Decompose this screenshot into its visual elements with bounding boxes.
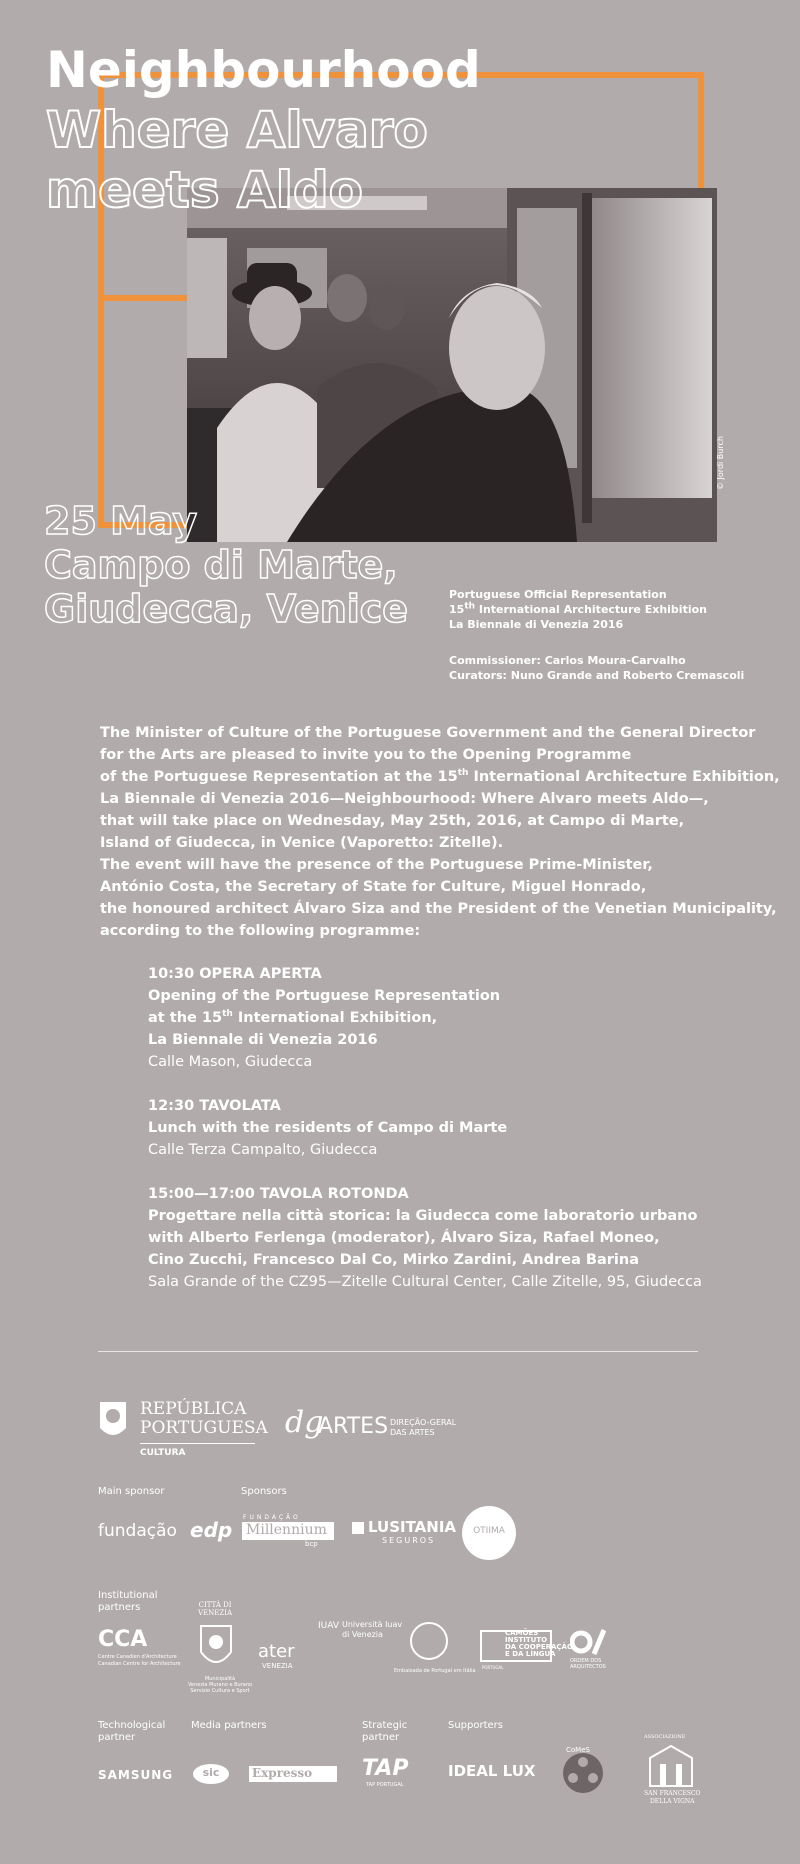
- camoes-logo: [505, 1630, 573, 1658]
- tap-subtitle: TAP PORTUGAL: [366, 1782, 404, 1788]
- lusitania-icon: [352, 1522, 364, 1534]
- republica-culture: CULTURA: [140, 1448, 186, 1458]
- programme-time: 15:00—17:00 TAVOLA ROTONDA: [148, 1186, 409, 1202]
- invitation-line: António Costa, the Secretary of State for Culture, Miguel Honrado,: [100, 879, 647, 895]
- otima-logo: OTIIMA: [473, 1526, 505, 1536]
- programme-line-post: International Exhibition,: [232, 1010, 438, 1026]
- programme-time: 10:30 OPERA APERTA: [148, 966, 322, 982]
- ater-sub: VENEZIA: [262, 1662, 293, 1670]
- sic-logo: sic: [202, 1766, 220, 1779]
- venezia-subtitle-1: Municipalità: [204, 1676, 236, 1682]
- programme-line-pre: at the 15: [148, 1010, 223, 1026]
- dg-subtitle-1: DIREÇÃO-GERAL: [390, 1418, 457, 1427]
- republica-logo: [140, 1400, 268, 1438]
- iuav-line-1: Università Iuav: [342, 1620, 403, 1629]
- event-date: 25 May: [44, 499, 198, 543]
- ater-logo: ater: [258, 1641, 295, 1662]
- assoc-top: ASSOCIAZIONE: [644, 1734, 686, 1740]
- edp-logo: edp: [190, 1518, 233, 1542]
- cca-logo: CCA: [98, 1627, 148, 1652]
- institutional-label-2: partners: [98, 1602, 141, 1613]
- invitation-line: [100, 766, 780, 788]
- iuav-letters: IUAV: [318, 1621, 339, 1631]
- main-sponsor-label: Main sponsor: [98, 1486, 165, 1497]
- representation-line-2-sup: th: [464, 601, 476, 612]
- embassy-seal-icon: [410, 1622, 448, 1660]
- venezia-subtitle-3: Servizio Cultura e Sport: [190, 1688, 250, 1694]
- programme-line: Cino Zucchi, Francesco Dal Co, Mirko Zardini, Andrea Barina: [148, 1252, 639, 1268]
- programme-place: Sala Grande of the CZ95—Zitelle Cultural Center, Calle Zitelle, 95, Giudecca: [148, 1274, 702, 1290]
- event-location-1: Campo di Marte,: [44, 543, 398, 587]
- programme-time: 12:30 TAVOLATA: [148, 1098, 281, 1114]
- programme-line: Opening of the Portuguese Representation: [148, 988, 501, 1004]
- camoes-line-1: CAMÕES: [505, 1629, 539, 1637]
- invitation-line: that will take place on Wednesday, May 25th, 2016, at Campo di Marte,: [100, 813, 685, 829]
- venezia-subtitle-2: Venezia Murano e Burano: [188, 1682, 253, 1688]
- republica-emblem-icon: [98, 1400, 128, 1442]
- millennium-sub: bcp: [305, 1540, 318, 1548]
- sponsors-label: Sponsors: [241, 1486, 287, 1497]
- venezia-crest-icon: [199, 1622, 233, 1672]
- programme-line: Progettare nella città storica: la Giudecca come laboratorio urbano: [148, 1208, 698, 1224]
- assoc-building-icon: [646, 1742, 696, 1788]
- commissioner: Commissioner: Carlos Moura-Carvalho: [449, 654, 686, 667]
- comes-logo: CoMeS: [566, 1746, 590, 1754]
- republica-rule: [140, 1443, 255, 1444]
- artes-logo: ARTES: [318, 1414, 389, 1439]
- credits-info: [449, 653, 744, 683]
- tap-logo: TAP: [362, 1756, 409, 1781]
- venezia-subtitle: [188, 1676, 252, 1694]
- invitation-line: according to the following programme:: [100, 923, 421, 939]
- invitation-line: The Minister of Culture of the Portuguese Government and the General Director: [100, 725, 756, 741]
- assoc-logo: [644, 1790, 700, 1806]
- strategic-label-1: Strategic: [362, 1720, 408, 1731]
- title-line-1: Neighbourhood: [46, 41, 481, 99]
- comes-icon: [560, 1750, 606, 1796]
- republica-line-2: PORTUGUESA: [140, 1418, 268, 1438]
- samsung-logo: SAMSUNG: [98, 1768, 174, 1782]
- photo-credit: © Jordi Burch: [716, 436, 725, 490]
- representation-line-2-post: International Architecture Exhibition: [475, 603, 707, 616]
- curators: Curators: Nuno Grande and Roberto Cremascoli: [449, 669, 745, 682]
- invitation-line-3-sup: th: [457, 768, 469, 779]
- programme-line: [148, 1007, 748, 1029]
- invitation-line: for the Arts are pleased to invite you to the Opening Programme: [100, 747, 632, 763]
- invitation-line-3-pre: of the Portuguese Representation at the 15: [100, 769, 458, 785]
- invitation-line: the honoured architect Álvaro Siza and the President of the Venetian Municipality,: [100, 901, 777, 917]
- lusitania-logo: LUSITANIA: [368, 1518, 457, 1536]
- representation-line-1: Portuguese Official Representation: [449, 588, 667, 601]
- strategic-label-2: partner: [362, 1732, 400, 1743]
- camoes-sub: PORTUGAL: [482, 1665, 504, 1670]
- programme-item-1: [148, 963, 748, 1073]
- ideal-lux-logo: IDEAL LUX: [448, 1762, 536, 1780]
- divider: [98, 1351, 698, 1352]
- dg-subtitle-2: DAS ARTES: [390, 1428, 435, 1437]
- institutional-label-1: Institutional: [98, 1590, 158, 1601]
- photo-illustration: [187, 188, 717, 542]
- representation-line-3: La Biennale di Venezia 2016: [449, 618, 624, 631]
- assoc-line-2: SAN FRANCESCO: [644, 1790, 701, 1797]
- republica-line-1: REPÚBLICA: [140, 1399, 247, 1419]
- camoes-line-2: INSTITUTO: [505, 1636, 548, 1644]
- venezia-top: [198, 1601, 232, 1617]
- representation-line-2-pre: 15: [449, 603, 465, 616]
- assoc-line-3: DELLA VIGNA: [649, 1798, 695, 1805]
- cca-subtitle-1: Centre Canadien d'Architecture: [98, 1654, 177, 1660]
- dg-subtitle: [390, 1418, 456, 1438]
- event-location-2: Giudecca, Venice: [44, 587, 409, 631]
- cca-subtitle: [98, 1654, 181, 1668]
- expresso-logo: Expresso: [252, 1766, 313, 1780]
- event-photo: [187, 188, 717, 542]
- programme-line: La Biennale di Venezia 2016: [148, 1032, 378, 1048]
- programme-item-2: [148, 1095, 748, 1161]
- tech-label-1: Technological: [98, 1720, 166, 1731]
- title-line-2: Where Alvaro: [46, 101, 428, 159]
- camoes-line-3: DA COOPERAÇÃO: [505, 1643, 573, 1651]
- iuav-logo: [342, 1620, 402, 1640]
- programme-item-3: [148, 1183, 748, 1293]
- lusitania-sub: SEGUROS: [382, 1536, 436, 1545]
- camoes-line-4: E DA LÍNGUA: [505, 1650, 556, 1658]
- invitation-text: [100, 722, 780, 942]
- supporters-label: Supporters: [448, 1720, 504, 1731]
- orange-frame-mid: [98, 295, 188, 301]
- media-partners-label: Media partners: [191, 1720, 267, 1731]
- programme-place: Calle Terza Campalto, Giudecca: [148, 1142, 378, 1158]
- invitation-line-3-post: International Architecture Exhibition,: [468, 769, 780, 785]
- iuav-line-2: di Venezia: [342, 1630, 383, 1639]
- oa-logo-icon: [570, 1628, 606, 1656]
- oa-subtitle-2: ARQUITECTOS: [570, 1664, 606, 1670]
- invitation-line: The event will have the presence of the Portuguese Prime-Minister,: [100, 857, 653, 873]
- cca-subtitle-2: Canadian Centre for Architecture: [98, 1661, 181, 1667]
- programme-place: Calle Mason, Giudecca: [148, 1054, 313, 1070]
- strategic-partner-label: [362, 1720, 407, 1744]
- representation-info: [449, 587, 707, 632]
- millennium-top: FUNDAÇÃO: [243, 1514, 301, 1521]
- tech-partner-label: [98, 1720, 165, 1744]
- programme-line: Lunch with the residents of Campo di Marte: [148, 1120, 508, 1136]
- invitation-line: La Biennale di Venezia 2016—Neighbourhood: Where Alvaro meets Aldo—,: [100, 791, 709, 807]
- oa-subtitle-1: ORDEM DOS: [570, 1658, 602, 1664]
- tech-label-2: partner: [98, 1732, 136, 1743]
- programme-line: with Alberto Ferlenga (moderator), Álvaro Siza, Rafael Moneo,: [148, 1230, 660, 1246]
- venezia-top-2: VENEZIA: [198, 1609, 233, 1617]
- embassy-logo: Embaixada de Portugal em Itália: [394, 1668, 476, 1674]
- fundacao-logo: fundação: [98, 1521, 177, 1541]
- dg-logo: dg: [285, 1405, 324, 1440]
- title-line-3: meets Aldo: [46, 161, 363, 219]
- venezia-top-1: CITTÀ DI: [198, 1601, 232, 1609]
- millennium-logo: Millennium: [246, 1522, 327, 1538]
- programme-line-sup: th: [222, 1009, 233, 1020]
- institutional-label: [98, 1590, 158, 1614]
- oa-subtitle: [570, 1658, 606, 1670]
- representation-line-2: [449, 602, 707, 617]
- invitation-line: Island of Giudecca, in Venice (Vaporetto: Zitelle).: [100, 835, 504, 851]
